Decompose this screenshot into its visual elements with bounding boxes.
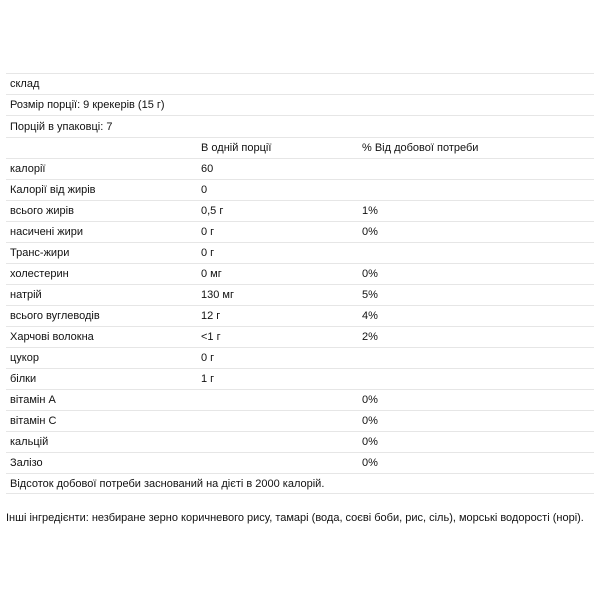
nutrient-name: Калорії від жирів xyxy=(10,184,96,196)
nutrient-amount: 0 г xyxy=(201,226,215,238)
per-serving-header: В одній порції xyxy=(201,142,272,154)
nutrient-name: натрій xyxy=(10,289,42,301)
nutrient-amount: 0 мг xyxy=(201,268,222,280)
nutrient-daily-value: 4% xyxy=(362,310,378,322)
nutrient-row xyxy=(6,221,594,242)
nutrient-name: насичені жири xyxy=(10,226,84,238)
nutrient-name: калорії xyxy=(10,163,46,175)
nutrient-row xyxy=(6,305,594,326)
daily-value-header: % Від добової потреби xyxy=(362,142,479,154)
nutrient-row xyxy=(6,242,594,263)
nutrient-daily-value: 2% xyxy=(362,331,378,343)
serving-size: Розмір порції: 9 крекерів (15 г) xyxy=(10,99,165,111)
nutrient-daily-value: 5% xyxy=(362,289,378,301)
nutrient-row xyxy=(6,452,594,473)
nutrient-daily-value: 1% xyxy=(362,205,378,217)
nutrient-name: Транс-жири xyxy=(10,247,70,259)
nutrient-amount: 12 г xyxy=(201,310,221,322)
nutrient-daily-value: 0% xyxy=(362,415,378,427)
nutrient-row xyxy=(6,368,594,389)
nutrient-row xyxy=(6,158,594,179)
nutrient-amount: 0 г xyxy=(201,247,215,259)
nutrient-amount: <1 г xyxy=(201,331,221,343)
ingredients-text: Інші інгредієнти: незбиране зерно коричневого рису, тамарі (вода, соєві боби, рис, сіль), морські водорості (норі). xyxy=(6,512,584,524)
nutrient-daily-value: 0% xyxy=(362,394,378,406)
nutrient-amount: 0 xyxy=(201,184,208,196)
nutrition-panel xyxy=(6,73,594,494)
servings-per-container-row xyxy=(6,115,594,137)
nutrient-name: кальцій xyxy=(10,436,49,448)
footnote: Відсоток добової потреби заснований на дієті в 2000 калорій. xyxy=(10,477,325,490)
nutrient-row xyxy=(6,263,594,284)
column-header-row xyxy=(6,137,594,158)
nutrient-list xyxy=(6,158,594,473)
nutrient-row xyxy=(6,179,594,200)
nutrient-row xyxy=(6,431,594,452)
nutrient-name: холестерин xyxy=(10,268,69,280)
nutrient-row xyxy=(6,284,594,305)
panel-title: склад xyxy=(10,78,40,90)
servings-per-container: Порцій в упаковці: 7 xyxy=(10,120,113,133)
nutrient-name: Харчові волокна xyxy=(10,331,94,343)
nutrient-amount: 0,5 г xyxy=(201,205,224,217)
nutrient-daily-value: 0% xyxy=(362,226,378,238)
nutrient-name: всього жирів xyxy=(10,205,74,217)
nutrient-daily-value: 0% xyxy=(362,457,378,469)
nutrient-daily-value: 0% xyxy=(362,268,378,280)
nutrient-amount: 60 xyxy=(201,163,214,175)
nutrient-amount: 130 мг xyxy=(201,289,234,301)
nutrient-name: вітамін А xyxy=(10,394,56,406)
nutrient-row xyxy=(6,347,594,368)
nutrient-row xyxy=(6,200,594,221)
nutrient-row xyxy=(6,389,594,410)
nutrient-daily-value: 0% xyxy=(362,436,378,448)
nutrient-name: цукор xyxy=(10,352,39,364)
nutrient-row xyxy=(6,326,594,347)
nutrient-name: Залізо xyxy=(10,457,43,469)
nutrient-amount: 1 г xyxy=(201,373,215,385)
footnote-row xyxy=(6,473,594,494)
nutrient-name: всього вуглеводів xyxy=(10,310,100,322)
title-row xyxy=(6,73,594,94)
nutrient-row xyxy=(6,410,594,431)
nutrient-amount: 0 г xyxy=(201,352,215,364)
serving-size-row xyxy=(6,94,594,115)
nutrient-name: вітамін С xyxy=(10,415,57,427)
nutrient-name: білки xyxy=(10,373,37,385)
